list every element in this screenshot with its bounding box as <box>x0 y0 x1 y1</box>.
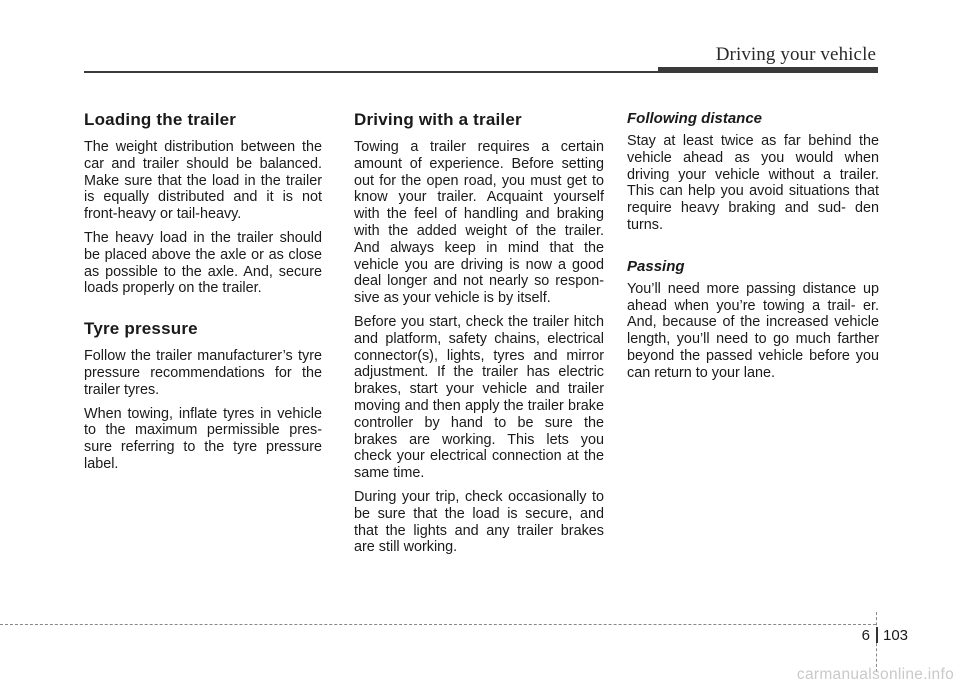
driving-with-trailer-heading: Driving with a trailer <box>354 110 522 129</box>
tyre-pressure-heading: Tyre pressure <box>84 319 198 339</box>
middle-column <box>354 110 604 563</box>
following-distance-heading: Following distance <box>627 110 763 127</box>
driving-with-trailer-paragraph: Towing a trailer requires a certain amount of experience. Before setting out for the open road, you must get to know your trailer. Acquaint yourself with the feel of handling and braking with the added weight of the trailer. And always keep in mind that the vehicle you are driving is now a good deal longer and not nearly so respon- sive as your vehicle is by itself. <box>354 139 604 307</box>
left-column <box>84 110 322 480</box>
tyre-pressure-paragraph: When towing, inflate tyres in vehicle to the maximum permissible pres- sure referring to the tyre pressure label. <box>84 405 322 472</box>
chapter-number: 6 <box>861 627 870 644</box>
tyre-pressure-paragraph: Follow the trailer manufacturer’s tyre pressure recommendations for the trailer tyres. <box>84 348 322 398</box>
driving-with-trailer-paragraph: Before you start, check the trailer hitch and platform, safety chains, electrical connector(s), lights, tyres and mirror adjustment. If the trailer has electric brakes, start your vehicle and trailer moving and then apply the trailer brake controller by hand to be sure the brakes are working. This lets you check your electrical connection at the same time. <box>354 313 604 482</box>
right-column <box>627 110 879 389</box>
header-rule-thin <box>84 71 660 73</box>
loading-trailer-paragraph: The weight distribution between the car and trailer should be balanced. Make sure that the load in the trailer is equally distributed and it is not front-heavy or tail-heavy. <box>84 139 322 223</box>
loading-trailer-heading: Loading the trailer <box>84 110 237 129</box>
following-distance-paragraph: Stay at least twice as far behind the vehicle ahead as you would when driving your vehicle without a trailer. This can help you avoid situations that require heavy braking and sud- den turns. <box>627 133 879 233</box>
footer-rule <box>0 624 876 625</box>
passing-paragraph: You’ll need more passing distance up ahead when you’re towing a trail- er. And, because of the increased vehicle length, you’ll need to go much farther beyond the passed vehicle before you can return to your lane. <box>627 280 879 381</box>
footer-divider <box>876 627 878 643</box>
page-number: 103 <box>883 627 909 644</box>
page-header-title: Driving your vehicle <box>715 44 876 65</box>
passing-heading: Passing <box>627 257 685 275</box>
loading-trailer-paragraph: The heavy load in the trailer should be placed above the axle or as close as possible to the axle. And, secure loads properly on the trailer. <box>84 229 322 297</box>
watermark-text: carmanualsonline.info <box>796 666 954 683</box>
header-rule-thick <box>658 67 878 73</box>
driving-with-trailer-paragraph: During your trip, check occasionally to be sure that the load is secure, and that the lights and any trailer brakes are still working. <box>354 488 604 556</box>
